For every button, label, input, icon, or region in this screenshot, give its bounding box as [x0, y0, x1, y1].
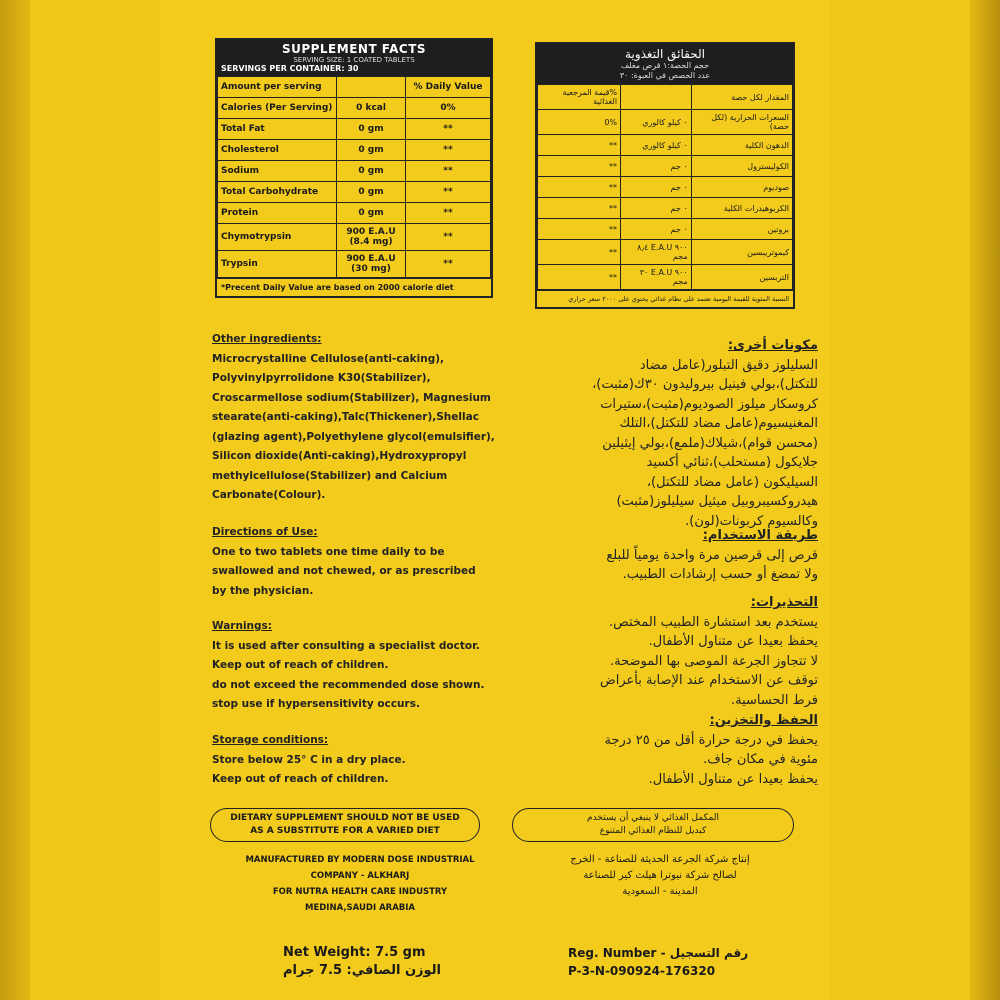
serving-size: SERVING SIZE: 1 COATED TABLETS	[293, 56, 415, 64]
text-line: methylcellulose(Stabilizer) and Calcium	[212, 469, 448, 482]
text-line: MEDINA,SAUDI ARABIA	[304, 903, 415, 913]
text-line: يستخدم بعد استشارة الطبيب المختص.	[608, 614, 818, 630]
text-line: It is used after consulting a specialist doctor.	[212, 639, 480, 652]
text-line: Microcrystalline Cellulose(anti-caking),	[212, 352, 445, 365]
nutrient-name: Chymotrypsin	[218, 224, 337, 251]
arabic-nutrient-amount: ٠ جم	[621, 219, 692, 240]
text-line: COMPANY - ALKHARJ	[310, 871, 410, 881]
nutrient-dv: **	[406, 203, 491, 224]
nutrient-name: Protein	[218, 203, 337, 224]
facts-row	[218, 140, 491, 161]
text-line: (محسن قوام)،شيلاك(ملمع)،بولي إيثيلين	[602, 435, 818, 451]
arabic-facts-row	[538, 240, 793, 265]
text-line: المدينة - السعودية	[622, 886, 698, 897]
nutrient-amount: 0 gm	[337, 140, 406, 161]
ar-other-ingredients-heading: مكونات أخرى:	[727, 338, 818, 353]
nutrient-dv: 0%	[406, 98, 491, 119]
arabic-servings-per-container: عدد الحصص في العبوة: ٣٠	[619, 71, 711, 80]
nutrient-dv: **	[406, 182, 491, 203]
text-line: كروسكار ميلوز الصوديوم(مثبت)،ستيرات	[600, 396, 818, 412]
arabic-nutrient-dv: **	[538, 198, 621, 219]
arabic-nutrient-name: الدهون الكلية	[691, 135, 792, 156]
text-line: المغنيسيوم(عامل مضاد للتكتل)،التلك	[619, 416, 818, 431]
arabic-nutrient-dv: 0%	[538, 110, 621, 135]
arabic-nutrient-amount: ٩٠٠ E.A.U ٨٫٤ مجم	[621, 240, 692, 265]
text-line: للتكتل)،بولي فينيل بيروليدون ٣٠ك(مثبت)،	[592, 377, 818, 392]
net-weight-ar: الوزن الصافي: 7.5 جرام	[283, 963, 442, 978]
text-line: (glazing agent),Polyethylene glycol(emulsifier),	[212, 430, 495, 443]
arabic-header-amount: المقدار لكل حصة	[691, 85, 792, 110]
supplement-facts-header	[217, 40, 491, 76]
arabic-nutrient-name: كيموتريبسين	[691, 240, 792, 265]
text-line: كبديل للنظام الغذائي المتنوع	[599, 826, 707, 836]
arabic-nutrient-name: الكوليسترول	[691, 156, 792, 177]
arabic-nutrient-dv: **	[538, 265, 621, 290]
nutrient-amount: 900 E.A.U (8.4 mg)	[337, 224, 406, 251]
nutrient-dv: **	[406, 251, 491, 278]
nutrient-amount: 0 gm	[337, 182, 406, 203]
text-line: ولا تمضغ أو حسب إرشادات الطبيب.	[622, 567, 818, 582]
arabic-nutrient-amount: ٠ كيلو كالوري	[621, 135, 692, 156]
nutrient-dv: **	[406, 161, 491, 182]
header-value	[337, 77, 406, 98]
supplement-facts-title: SUPPLEMENT FACTS	[281, 42, 427, 56]
supplement-facts-table	[215, 38, 493, 298]
arabic-nutrient-amount: ٠ كيلو كالوري	[621, 110, 692, 135]
text-line: One to two tablets one time daily to be	[212, 545, 445, 558]
arabic-facts-title: الحقائق التغذوية	[625, 47, 705, 61]
arabic-facts-row	[538, 177, 793, 198]
facts-row	[218, 161, 491, 182]
arabic-nutrient-amount: ٠ جم	[621, 198, 692, 219]
nutrient-name: Cholesterol	[218, 140, 337, 161]
nutrient-name: Total Carbohydrate	[218, 182, 337, 203]
facts-row	[218, 203, 491, 224]
nutrient-dv: **	[406, 140, 491, 161]
en-storage-heading: Storage conditions:	[212, 734, 329, 746]
text-line: جلايكول (مستحلب)،ثنائي أكسيد	[646, 455, 818, 470]
text-line: مئوية في مكان جاف.	[703, 752, 818, 767]
facts-row	[218, 251, 491, 278]
en-manufacturer	[220, 852, 500, 916]
text-line: فرط الحساسية.	[731, 692, 818, 708]
text-line: يحفظ في درجة حرارة أقل من ٢٥ درجة	[604, 732, 818, 748]
arabic-facts-row	[538, 198, 793, 219]
en-warnings-heading: Warnings:	[212, 620, 272, 632]
en-storage	[212, 731, 512, 790]
arabic-nutrient-dv: **	[538, 240, 621, 265]
text-line: لا تتجاوز الجرعة الموصى بها الموضحة.	[610, 653, 818, 669]
nutrient-name: Trypsin	[218, 251, 337, 278]
en-other-ingredients	[212, 330, 512, 506]
arabic-header-dv: %قيمة المرجعية الغذائية	[538, 85, 621, 110]
nutrient-name: Total Fat	[218, 119, 337, 140]
text-line: stearate(anti-caking),Talc(Thickener),Shellac	[212, 411, 479, 423]
arabic-nutrient-name: بروتين	[691, 219, 792, 240]
arabic-nutrient-dv: **	[538, 156, 621, 177]
facts-row	[218, 224, 491, 251]
arabic-nutrient-dv: **	[538, 135, 621, 156]
text-line: stop use if hypersensitivity occurs.	[212, 698, 420, 710]
nutrient-amount: 0 gm	[337, 119, 406, 140]
net-weight-block	[283, 944, 441, 980]
text-line: يحفظ بعيدا عن متناول الأطفال.	[648, 771, 818, 787]
header-dv: % Daily Value	[406, 77, 491, 98]
registration-block	[568, 944, 748, 980]
text-line: MANUFACTURED BY MODERN DOSE INDUSTRIAL	[245, 855, 475, 865]
ar-other-ingredients	[513, 336, 818, 531]
ar-warnings	[513, 593, 818, 710]
arabic-facts-table	[535, 42, 795, 309]
nutrient-amount: 0 gm	[337, 203, 406, 224]
en-diet-notice	[210, 808, 480, 842]
box-right-edge	[970, 0, 1000, 1000]
ar-manufacturer	[515, 852, 805, 900]
text-line: يحفظ بعيدا عن متناول الأطفال.	[648, 634, 818, 649]
text-line: do not exceed the recommended dose shown.	[212, 678, 485, 691]
ar-directions	[513, 526, 818, 585]
text-line: Keep out of reach of children.	[212, 659, 389, 671]
text-line: Keep out of reach of children.	[212, 773, 389, 785]
arabic-nutrient-name: صوديوم	[691, 177, 792, 198]
text-line: قرص إلى قرصين مرة واحدة يومياً للبلع	[606, 547, 818, 563]
text-line: هيدروكسيبروبيل ميثيل سيليلوز(مثبت)	[616, 494, 818, 509]
arabic-nutrient-dv: **	[538, 219, 621, 240]
arabic-serving-size: حجم الحصة:١ قرص مغلف	[620, 61, 710, 70]
ar-storage-heading: الحفظ والتخزين:	[709, 713, 818, 728]
en-directions	[212, 523, 512, 601]
text-line: FOR NUTRA HEALTH CARE INDUSTRY	[272, 887, 448, 897]
arabic-nutrient-name: السعرات الحرارية (لكل حصة)	[691, 110, 792, 135]
ar-storage	[513, 711, 818, 789]
facts-footnote: *Precent Daily Value are based on 2000 calorie diet	[217, 278, 491, 296]
arabic-nutrient-amount: ٩٠٠ E.A.U ٣٠ مجم	[621, 265, 692, 290]
servings-per-container: SERVINGS PER CONTAINER: 30	[221, 64, 359, 73]
text-line: المكمل الغذائي لا ينبغي أن يستخدم	[587, 813, 719, 823]
arabic-header-blank	[621, 85, 692, 110]
net-weight-en: Net Weight: 7.5 gm	[283, 945, 426, 960]
text-line: وكالسيوم كربونات(لون).	[685, 513, 818, 529]
arabic-nutrient-dv: **	[538, 177, 621, 198]
text-line: إنتاج شركة الجرعة الحديثة للصناعة - الخرج	[570, 854, 750, 865]
arabic-facts-row	[538, 110, 793, 135]
ar-diet-notice	[512, 808, 794, 842]
text-line: AS A SUBSTITUTE FOR A VARIED DIET	[250, 826, 440, 836]
text-line: السليلوز دقيق التبلور(عامل مضاد	[639, 357, 818, 373]
arabic-facts-footnote: النسبة المئوية للقيمة اليومية تعتمد على نظام غذائي يحتوي على ٢٠٠٠ سعر حراري	[537, 290, 793, 307]
arabic-facts-row	[538, 135, 793, 156]
text-line: Polyvinylpyrrolidone K30(Stabilizer),	[212, 372, 431, 384]
reg-number: P-3-N-090924-176320	[568, 964, 716, 978]
text-line: توقف عن الاستخدام عند الإصابة بأعراض	[600, 673, 818, 688]
nutrient-amount: 0 kcal	[337, 98, 406, 119]
text-line: DIETARY SUPPLEMENT SHOULD NOT BE USED	[230, 813, 460, 823]
arabic-nutrient-name: التربسين	[691, 265, 792, 290]
nutrient-name: Calories (Per Serving)	[218, 98, 337, 119]
nutrient-dv: **	[406, 224, 491, 251]
text-line: السيليكون (عامل مضاد للتكتل)،	[646, 474, 818, 490]
text-line: Silicon dioxide(Anti-caking),Hydroxypropyl	[212, 450, 467, 462]
facts-row	[218, 119, 491, 140]
text-line: by the physician.	[212, 584, 314, 597]
en-directions-heading: Directions of Use:	[212, 526, 318, 538]
nutrient-name: Sodium	[218, 161, 337, 182]
text-line: Croscarmellose sodium(Stabilizer), Magnesium	[212, 391, 491, 404]
box-left-edge	[0, 0, 30, 1000]
arabic-facts-row	[538, 219, 793, 240]
facts-header-row	[218, 77, 491, 98]
text-line: swallowed and not chewed, or as prescribed	[212, 565, 476, 577]
arabic-facts-header	[537, 44, 793, 84]
text-line: لصالح شركة نيوترا هيلث كير للصناعة	[583, 870, 737, 881]
nutrient-amount: 0 gm	[337, 161, 406, 182]
text-line: Carbonate(Colour).	[212, 489, 326, 501]
nutrient-dv: **	[406, 119, 491, 140]
text-line: Store below 25° C in a dry place.	[212, 753, 406, 766]
header-amount: Amount per serving	[218, 77, 337, 98]
arabic-nutrient-amount: ٠ جم	[621, 177, 692, 198]
arabic-facts-row	[538, 265, 793, 290]
ar-directions-heading: طريقة الاستخدام:	[702, 528, 818, 543]
facts-row	[218, 182, 491, 203]
facts-row	[218, 98, 491, 119]
en-warnings	[212, 617, 512, 715]
arabic-facts-header-row	[538, 85, 793, 110]
nutrient-amount: 900 E.A.U (30 mg)	[337, 251, 406, 278]
en-other-ingredients-heading: Other ingredients:	[212, 333, 322, 345]
reg-label: Reg. Number - رقم التسجيل	[568, 946, 749, 960]
arabic-facts-row	[538, 156, 793, 177]
arabic-nutrient-amount: ٠ جم	[621, 156, 692, 177]
ar-warnings-heading: التحذيرات:	[750, 595, 818, 610]
arabic-nutrient-name: الكربوهيدرات الكلية	[691, 198, 792, 219]
